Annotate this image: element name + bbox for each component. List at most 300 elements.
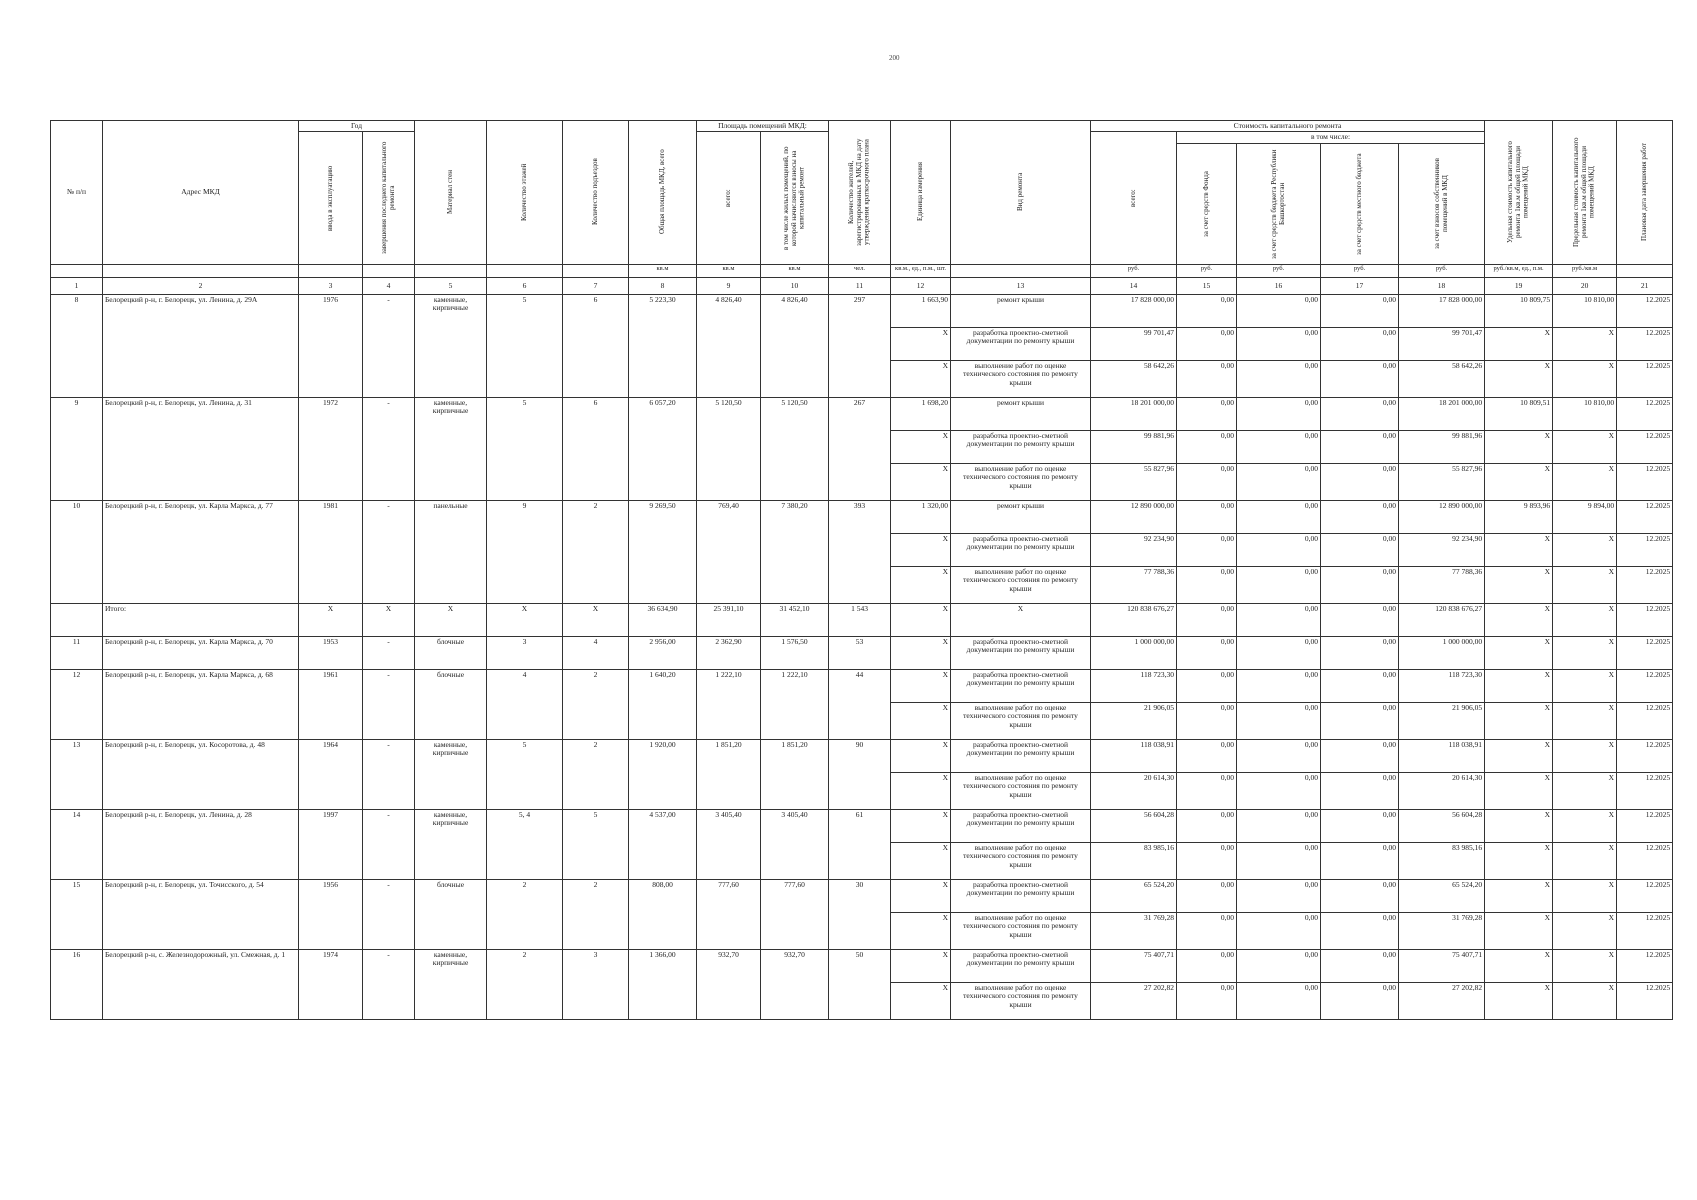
- cost-republic-cell: 0,00: [1237, 533, 1321, 566]
- year-last-repair-cell: -: [363, 669, 415, 739]
- address-cell: Белорецкий р-н, г. Белорецк, ул. Карла Маркса, д. 70: [103, 636, 299, 669]
- year-last-repair-cell: -: [363, 636, 415, 669]
- cost-republic-cell: 0,00: [1237, 982, 1321, 1019]
- cost-total-cell: 55 827,96: [1091, 463, 1177, 500]
- wall-material-cell: каменные, кирпичные: [415, 809, 487, 879]
- year-last-repair-cell: -: [363, 879, 415, 949]
- table-row: [51, 500, 1673, 533]
- limit-cost-cell: X: [1553, 636, 1617, 669]
- hdr-residents: Количество жителей, зарегистрированных в МКД на дату утверждения краткосрочного плана: [829, 121, 891, 265]
- premises-incl-cell: 932,70: [761, 949, 829, 1019]
- repair-type-cell: выполнение работ по оценке технического состояния по ремонту крыши: [951, 566, 1091, 603]
- hdr-num: № п/п: [51, 121, 103, 265]
- cost-total-cell: 31 769,28: [1091, 912, 1177, 949]
- unit-cost-cell: X: [1485, 430, 1553, 463]
- hdr-unit: Единица измерения: [891, 121, 951, 265]
- repair-type-cell: разработка проектно-сметной документации по ремонту крыши: [951, 636, 1091, 669]
- repair-type-cell: X: [951, 603, 1091, 636]
- cost-owners-cell: 83 985,16: [1399, 842, 1485, 879]
- premises-total-cell: 1 222,10: [697, 669, 761, 739]
- unit-cost-cell: X: [1485, 327, 1553, 360]
- total-area-cell: 1 640,20: [629, 669, 697, 739]
- cost-republic-cell: 0,00: [1237, 739, 1321, 772]
- cost-local-cell: 0,00: [1321, 294, 1399, 327]
- cost-total-cell: 18 201 000,00: [1091, 397, 1177, 430]
- cost-total-cell: 21 906,05: [1091, 702, 1177, 739]
- limit-cost-cell: X: [1553, 566, 1617, 603]
- wall-material-cell: панельные: [415, 500, 487, 603]
- year-last-repair-cell: -: [363, 500, 415, 603]
- table-row: [51, 949, 1673, 982]
- x-mark: X: [563, 603, 629, 636]
- col-number: 13: [951, 277, 1091, 294]
- table-row: [51, 294, 1673, 327]
- unit-value-cell: X: [891, 949, 951, 982]
- cost-fund-cell: 0,00: [1177, 809, 1237, 842]
- cost-fund-cell: 0,00: [1177, 327, 1237, 360]
- limit-cost-cell: 10 810,00: [1553, 397, 1617, 430]
- cost-republic-cell: 0,00: [1237, 949, 1321, 982]
- cost-total-cell: 1 000 000,00: [1091, 636, 1177, 669]
- cost-total-cell: 58 642,26: [1091, 360, 1177, 397]
- deadline-cell: 12.2025: [1617, 533, 1673, 566]
- repair-type-cell: ремонт крыши: [951, 397, 1091, 430]
- unit-cost-cell: X: [1485, 463, 1553, 500]
- premises-total-cell: 25 391,10: [697, 603, 761, 636]
- deadline-cell: 12.2025: [1617, 912, 1673, 949]
- unit-cost-cell: X: [1485, 603, 1553, 636]
- cost-fund-cell: 0,00: [1177, 879, 1237, 912]
- unit-value-cell: X: [891, 360, 951, 397]
- x-mark: X: [487, 603, 563, 636]
- cost-total-cell: 77 788,36: [1091, 566, 1177, 603]
- year-commission-cell: 1976: [299, 294, 363, 397]
- cost-local-cell: 0,00: [1321, 533, 1399, 566]
- total-area-cell: 1 920,00: [629, 739, 697, 809]
- cost-owners-cell: 12 890 000,00: [1399, 500, 1485, 533]
- deadline-cell: 12.2025: [1617, 603, 1673, 636]
- cost-owners-cell: 92 234,90: [1399, 533, 1485, 566]
- cost-republic-cell: 0,00: [1237, 327, 1321, 360]
- cost-fund-cell: 0,00: [1177, 566, 1237, 603]
- unit-cell: руб.: [1399, 264, 1485, 277]
- cost-fund-cell: 0,00: [1177, 397, 1237, 430]
- premises-total-cell: 2 362,90: [697, 636, 761, 669]
- hdr-cost-local: за счет средств местного бюджета: [1321, 143, 1399, 264]
- limit-cost-cell: X: [1553, 360, 1617, 397]
- cost-local-cell: 0,00: [1321, 566, 1399, 603]
- unit-cell: руб.: [1321, 264, 1399, 277]
- limit-cost-cell: X: [1553, 982, 1617, 1019]
- address-cell: Белорецкий р-н, с. Железнодорожный, ул. Смежная, д. 1: [103, 949, 299, 1019]
- unit-value-cell: X: [891, 739, 951, 772]
- deadline-cell: 12.2025: [1617, 842, 1673, 879]
- unit-cost-cell: X: [1485, 669, 1553, 702]
- col-number: 21: [1617, 277, 1673, 294]
- hdr-year-commission: ввода в эксплуатацию: [299, 132, 363, 264]
- cost-local-cell: 0,00: [1321, 463, 1399, 500]
- entrances-cell: 4: [563, 636, 629, 669]
- residents-cell: 1 543: [829, 603, 891, 636]
- address-cell: Белорецкий р-н, г. Белорецк, ул. Ленина, д. 31: [103, 397, 299, 500]
- entrances-cell: 2: [563, 879, 629, 949]
- cost-republic-cell: 0,00: [1237, 772, 1321, 809]
- deadline-cell: 12.2025: [1617, 879, 1673, 912]
- year-last-repair-cell: -: [363, 294, 415, 397]
- cost-fund-cell: 0,00: [1177, 669, 1237, 702]
- unit-cost-cell: X: [1485, 982, 1553, 1019]
- address-cell: Белорецкий р-н, г. Белорецк, ул. Точисского, д. 54: [103, 879, 299, 949]
- entrances-cell: 2: [563, 669, 629, 739]
- unit-cost-cell: 9 893,96: [1485, 500, 1553, 533]
- row-num: 10: [51, 500, 103, 603]
- repair-type-cell: разработка проектно-сметной документации по ремонту крыши: [951, 809, 1091, 842]
- unit-value-cell: X: [891, 533, 951, 566]
- limit-cost-cell: X: [1553, 603, 1617, 636]
- premises-incl-cell: 1 222,10: [761, 669, 829, 739]
- col-number: 6: [487, 277, 563, 294]
- cost-local-cell: 0,00: [1321, 603, 1399, 636]
- unit-value-cell: X: [891, 430, 951, 463]
- entrances-cell: 5: [563, 809, 629, 879]
- row-num: 9: [51, 397, 103, 500]
- unit-cost-cell: X: [1485, 772, 1553, 809]
- residents-cell: 50: [829, 949, 891, 1019]
- unit-cell: кв.м: [629, 264, 697, 277]
- hdr-address: Адрес МКД: [103, 121, 299, 265]
- column-numbers-row: [51, 277, 1673, 294]
- cost-local-cell: 0,00: [1321, 949, 1399, 982]
- deadline-cell: 12.2025: [1617, 636, 1673, 669]
- cost-owners-cell: 75 407,71: [1399, 949, 1485, 982]
- unit-cost-cell: 10 809,75: [1485, 294, 1553, 327]
- deadline-cell: 12.2025: [1617, 809, 1673, 842]
- deadline-cell: 12.2025: [1617, 982, 1673, 1019]
- cost-local-cell: 0,00: [1321, 772, 1399, 809]
- limit-cost-cell: X: [1553, 430, 1617, 463]
- row-num: 12: [51, 669, 103, 739]
- repair-type-cell: выполнение работ по оценке технического состояния по ремонту крыши: [951, 912, 1091, 949]
- limit-cost-cell: X: [1553, 949, 1617, 982]
- unit-value-cell: X: [891, 982, 951, 1019]
- cost-republic-cell: 0,00: [1237, 702, 1321, 739]
- cost-total-cell: 75 407,71: [1091, 949, 1177, 982]
- deadline-cell: 12.2025: [1617, 430, 1673, 463]
- repair-type-cell: разработка проектно-сметной документации по ремонту крыши: [951, 533, 1091, 566]
- repair-type-cell: ремонт крыши: [951, 500, 1091, 533]
- cost-republic-cell: 0,00: [1237, 430, 1321, 463]
- address-cell: Белорецкий р-н, г. Белорецк, ул. Косоротова, д. 48: [103, 739, 299, 809]
- unit-cell: руб./кв.м, ед., п.м.: [1485, 264, 1553, 277]
- unit-cell: кв.м: [697, 264, 761, 277]
- hdr-cost-incl: в том числе:: [1177, 132, 1485, 143]
- cost-republic-cell: 0,00: [1237, 463, 1321, 500]
- premises-total-cell: 3 405,40: [697, 809, 761, 879]
- wall-material-cell: блочные: [415, 669, 487, 739]
- premises-incl-cell: 4 826,40: [761, 294, 829, 397]
- year-commission-cell: 1953: [299, 636, 363, 669]
- floors-cell: 3: [487, 636, 563, 669]
- floors-cell: 2: [487, 879, 563, 949]
- entrances-cell: 2: [563, 739, 629, 809]
- total-row: [51, 603, 1673, 636]
- cost-local-cell: 0,00: [1321, 912, 1399, 949]
- residents-cell: 267: [829, 397, 891, 500]
- cost-owners-cell: 99 701,47: [1399, 327, 1485, 360]
- limit-cost-cell: X: [1553, 327, 1617, 360]
- hdr-year-group: Год: [299, 121, 415, 132]
- cost-fund-cell: 0,00: [1177, 702, 1237, 739]
- cost-fund-cell: 0,00: [1177, 500, 1237, 533]
- wall-material-cell: каменные, кирпичные: [415, 294, 487, 397]
- year-commission-cell: 1974: [299, 949, 363, 1019]
- total-area-cell: 36 634,90: [629, 603, 697, 636]
- unit-cost-cell: X: [1485, 879, 1553, 912]
- cost-total-cell: 120 838 676,27: [1091, 603, 1177, 636]
- unit-value-cell: X: [891, 566, 951, 603]
- x-mark: X: [299, 603, 363, 636]
- unit-cost-cell: X: [1485, 702, 1553, 739]
- cost-owners-cell: 65 524,20: [1399, 879, 1485, 912]
- hdr-year-last-repair: завершения последнего капитального ремонта: [363, 132, 415, 264]
- cost-total-cell: 99 881,96: [1091, 430, 1177, 463]
- total-area-cell: 2 956,00: [629, 636, 697, 669]
- deadline-cell: 12.2025: [1617, 949, 1673, 982]
- premises-total-cell: 932,70: [697, 949, 761, 1019]
- limit-cost-cell: X: [1553, 702, 1617, 739]
- floors-cell: 5: [487, 739, 563, 809]
- unit-value-cell: X: [891, 463, 951, 500]
- year-commission-cell: 1997: [299, 809, 363, 879]
- cost-total-cell: 17 828 000,00: [1091, 294, 1177, 327]
- premises-total-cell: 5 120,50: [697, 397, 761, 500]
- cost-local-cell: 0,00: [1321, 702, 1399, 739]
- page-number: 200: [889, 54, 900, 62]
- deadline-cell: 12.2025: [1617, 397, 1673, 430]
- unit-cell: кв.м: [761, 264, 829, 277]
- year-commission-cell: 1972: [299, 397, 363, 500]
- unit-cost-cell: X: [1485, 949, 1553, 982]
- cost-fund-cell: 0,00: [1177, 772, 1237, 809]
- deadline-cell: 12.2025: [1617, 566, 1673, 603]
- unit-cost-cell: 10 809,51: [1485, 397, 1553, 430]
- col-number: 2: [103, 277, 299, 294]
- wall-material-cell: каменные, кирпичные: [415, 397, 487, 500]
- unit-value-cell: X: [891, 772, 951, 809]
- residents-cell: 44: [829, 669, 891, 739]
- year-last-repair-cell: -: [363, 809, 415, 879]
- floors-cell: 2: [487, 949, 563, 1019]
- cost-local-cell: 0,00: [1321, 809, 1399, 842]
- cost-fund-cell: 0,00: [1177, 912, 1237, 949]
- entrances-cell: 6: [563, 294, 629, 397]
- repair-type-cell: разработка проектно-сметной документации по ремонту крыши: [951, 879, 1091, 912]
- cost-republic-cell: 0,00: [1237, 809, 1321, 842]
- row-num: 16: [51, 949, 103, 1019]
- cost-fund-cell: 0,00: [1177, 603, 1237, 636]
- row-num: 14: [51, 809, 103, 879]
- repair-type-cell: ремонт крыши: [951, 294, 1091, 327]
- col-number: 9: [697, 277, 761, 294]
- unit-cell: руб./кв.м: [1553, 264, 1617, 277]
- cost-republic-cell: 0,00: [1237, 294, 1321, 327]
- cost-local-cell: 0,00: [1321, 327, 1399, 360]
- cost-fund-cell: 0,00: [1177, 463, 1237, 500]
- deadline-cell: 12.2025: [1617, 463, 1673, 500]
- residents-cell: 53: [829, 636, 891, 669]
- limit-cost-cell: X: [1553, 809, 1617, 842]
- year-commission-cell: 1956: [299, 879, 363, 949]
- cost-fund-cell: 0,00: [1177, 842, 1237, 879]
- cost-total-cell: 27 202,82: [1091, 982, 1177, 1019]
- total-area-cell: 808,00: [629, 879, 697, 949]
- hdr-cost-group: Стоимость капитального ремонта: [1091, 121, 1485, 132]
- table-row: [51, 397, 1673, 430]
- total-area-cell: 4 537,00: [629, 809, 697, 879]
- cost-owners-cell: 27 202,82: [1399, 982, 1485, 1019]
- cost-owners-cell: 120 838 676,27: [1399, 603, 1485, 636]
- cost-local-cell: 0,00: [1321, 842, 1399, 879]
- residents-cell: 393: [829, 500, 891, 603]
- col-number: 12: [891, 277, 951, 294]
- cost-republic-cell: 0,00: [1237, 636, 1321, 669]
- unit-cell: чел.: [829, 264, 891, 277]
- limit-cost-cell: X: [1553, 739, 1617, 772]
- col-number: 14: [1091, 277, 1177, 294]
- unit-cost-cell: X: [1485, 533, 1553, 566]
- unit-value-cell: X: [891, 842, 951, 879]
- unit-value-cell: X: [891, 603, 951, 636]
- hdr-deadline: Плановая дата завершения работ: [1617, 121, 1673, 265]
- total-area-cell: 1 366,00: [629, 949, 697, 1019]
- year-commission-cell: 1981: [299, 500, 363, 603]
- cost-republic-cell: 0,00: [1237, 566, 1321, 603]
- hdr-cost-owners: за счет взносов собственников помещений в МКД: [1399, 143, 1485, 264]
- deadline-cell: 12.2025: [1617, 500, 1673, 533]
- entrances-cell: 6: [563, 397, 629, 500]
- unit-cost-cell: X: [1485, 636, 1553, 669]
- address-cell: Белорецкий р-н, г. Белорецк, ул. Ленина, д. 28: [103, 809, 299, 879]
- cost-total-cell: 12 890 000,00: [1091, 500, 1177, 533]
- cost-fund-cell: 0,00: [1177, 294, 1237, 327]
- repair-type-cell: разработка проектно-сметной документации по ремонту крыши: [951, 949, 1091, 982]
- hdr-premises-incl: в том числе жилых помещений, по которой начисляются взносы на капитальный ремонт: [761, 132, 829, 264]
- cost-fund-cell: 0,00: [1177, 533, 1237, 566]
- hdr-repair-type: Вид ремонта: [951, 121, 1091, 265]
- repair-type-cell: выполнение работ по оценке технического состояния по ремонту крыши: [951, 842, 1091, 879]
- col-number: 4: [363, 277, 415, 294]
- unit-cost-cell: X: [1485, 912, 1553, 949]
- cost-republic-cell: 0,00: [1237, 397, 1321, 430]
- entrances-cell: 3: [563, 949, 629, 1019]
- cost-owners-cell: 21 906,05: [1399, 702, 1485, 739]
- premises-total-cell: 777,60: [697, 879, 761, 949]
- hdr-unit-cost: Удельная стоимость капитального ремонта 1кв.м общей площади помещений МКД: [1485, 121, 1553, 265]
- cost-owners-cell: 17 828 000,00: [1399, 294, 1485, 327]
- limit-cost-cell: X: [1553, 879, 1617, 912]
- unit-cell: руб.: [1177, 264, 1237, 277]
- col-number: 3: [299, 277, 363, 294]
- deadline-cell: 12.2025: [1617, 360, 1673, 397]
- row-num: 8: [51, 294, 103, 397]
- year-last-repair-cell: -: [363, 739, 415, 809]
- residents-cell: 90: [829, 739, 891, 809]
- address-cell: Белорецкий р-н, г. Белорецк, ул. Ленина, д. 29А: [103, 294, 299, 397]
- hdr-premises-group: Площадь помещений МКД:: [697, 121, 829, 132]
- cost-owners-cell: 20 614,30: [1399, 772, 1485, 809]
- limit-cost-cell: 9 894,00: [1553, 500, 1617, 533]
- unit-cell: руб.: [1237, 264, 1321, 277]
- cost-fund-cell: 0,00: [1177, 739, 1237, 772]
- col-number: 17: [1321, 277, 1399, 294]
- hdr-cost-republic: за счет средств бюджета Республики Башкортостан: [1237, 143, 1321, 264]
- col-number: 1: [51, 277, 103, 294]
- row-num: 15: [51, 879, 103, 949]
- unit-value-cell: 1 663,90: [891, 294, 951, 327]
- col-number: 19: [1485, 277, 1553, 294]
- cost-fund-cell: 0,00: [1177, 360, 1237, 397]
- unit-value-cell: X: [891, 636, 951, 669]
- row-num: 11: [51, 636, 103, 669]
- cost-owners-cell: 118 038,91: [1399, 739, 1485, 772]
- cost-republic-cell: 0,00: [1237, 842, 1321, 879]
- cost-fund-cell: 0,00: [1177, 636, 1237, 669]
- repair-type-cell: выполнение работ по оценке технического состояния по ремонту крыши: [951, 360, 1091, 397]
- unit-value-cell: X: [891, 669, 951, 702]
- cost-owners-cell: 118 723,30: [1399, 669, 1485, 702]
- wall-material-cell: каменные, кирпичные: [415, 949, 487, 1019]
- col-number: 8: [629, 277, 697, 294]
- cost-owners-cell: 56 604,28: [1399, 809, 1485, 842]
- cost-republic-cell: 0,00: [1237, 912, 1321, 949]
- units-row: [51, 264, 1673, 277]
- repair-type-cell: выполнение работ по оценке технического состояния по ремонту крыши: [951, 982, 1091, 1019]
- premises-incl-cell: 7 380,20: [761, 500, 829, 603]
- premises-incl-cell: 3 405,40: [761, 809, 829, 879]
- total-label: Итого:: [103, 603, 299, 636]
- limit-cost-cell: X: [1553, 533, 1617, 566]
- limit-cost-cell: X: [1553, 463, 1617, 500]
- deadline-cell: 12.2025: [1617, 772, 1673, 809]
- deadline-cell: 12.2025: [1617, 294, 1673, 327]
- cost-republic-cell: 0,00: [1237, 500, 1321, 533]
- unit-cost-cell: X: [1485, 739, 1553, 772]
- cost-owners-cell: 77 788,36: [1399, 566, 1485, 603]
- floors-cell: 5: [487, 294, 563, 397]
- unit-cost-cell: X: [1485, 809, 1553, 842]
- cost-owners-cell: 55 827,96: [1399, 463, 1485, 500]
- table-row: [51, 879, 1673, 912]
- cost-local-cell: 0,00: [1321, 879, 1399, 912]
- repair-plan-sheet: [50, 120, 1672, 1020]
- address-cell: Белорецкий р-н, г. Белорецк, ул. Карла Маркса, д. 68: [103, 669, 299, 739]
- row-num: 13: [51, 739, 103, 809]
- limit-cost-cell: X: [1553, 842, 1617, 879]
- col-number: 15: [1177, 277, 1237, 294]
- unit-cell: кв.м., ед., п.м., шт.: [891, 264, 951, 277]
- cost-total-cell: 83 985,16: [1091, 842, 1177, 879]
- deadline-cell: 12.2025: [1617, 669, 1673, 702]
- cost-owners-cell: 18 201 000,00: [1399, 397, 1485, 430]
- residents-cell: 297: [829, 294, 891, 397]
- premises-total-cell: 1 851,20: [697, 739, 761, 809]
- repair-type-cell: выполнение работ по оценке технического состояния по ремонту крыши: [951, 463, 1091, 500]
- repair-type-cell: разработка проектно-сметной документации по ремонту крыши: [951, 430, 1091, 463]
- cost-total-cell: 20 614,30: [1091, 772, 1177, 809]
- cost-republic-cell: 0,00: [1237, 360, 1321, 397]
- deadline-cell: 12.2025: [1617, 739, 1673, 772]
- premises-incl-cell: 777,60: [761, 879, 829, 949]
